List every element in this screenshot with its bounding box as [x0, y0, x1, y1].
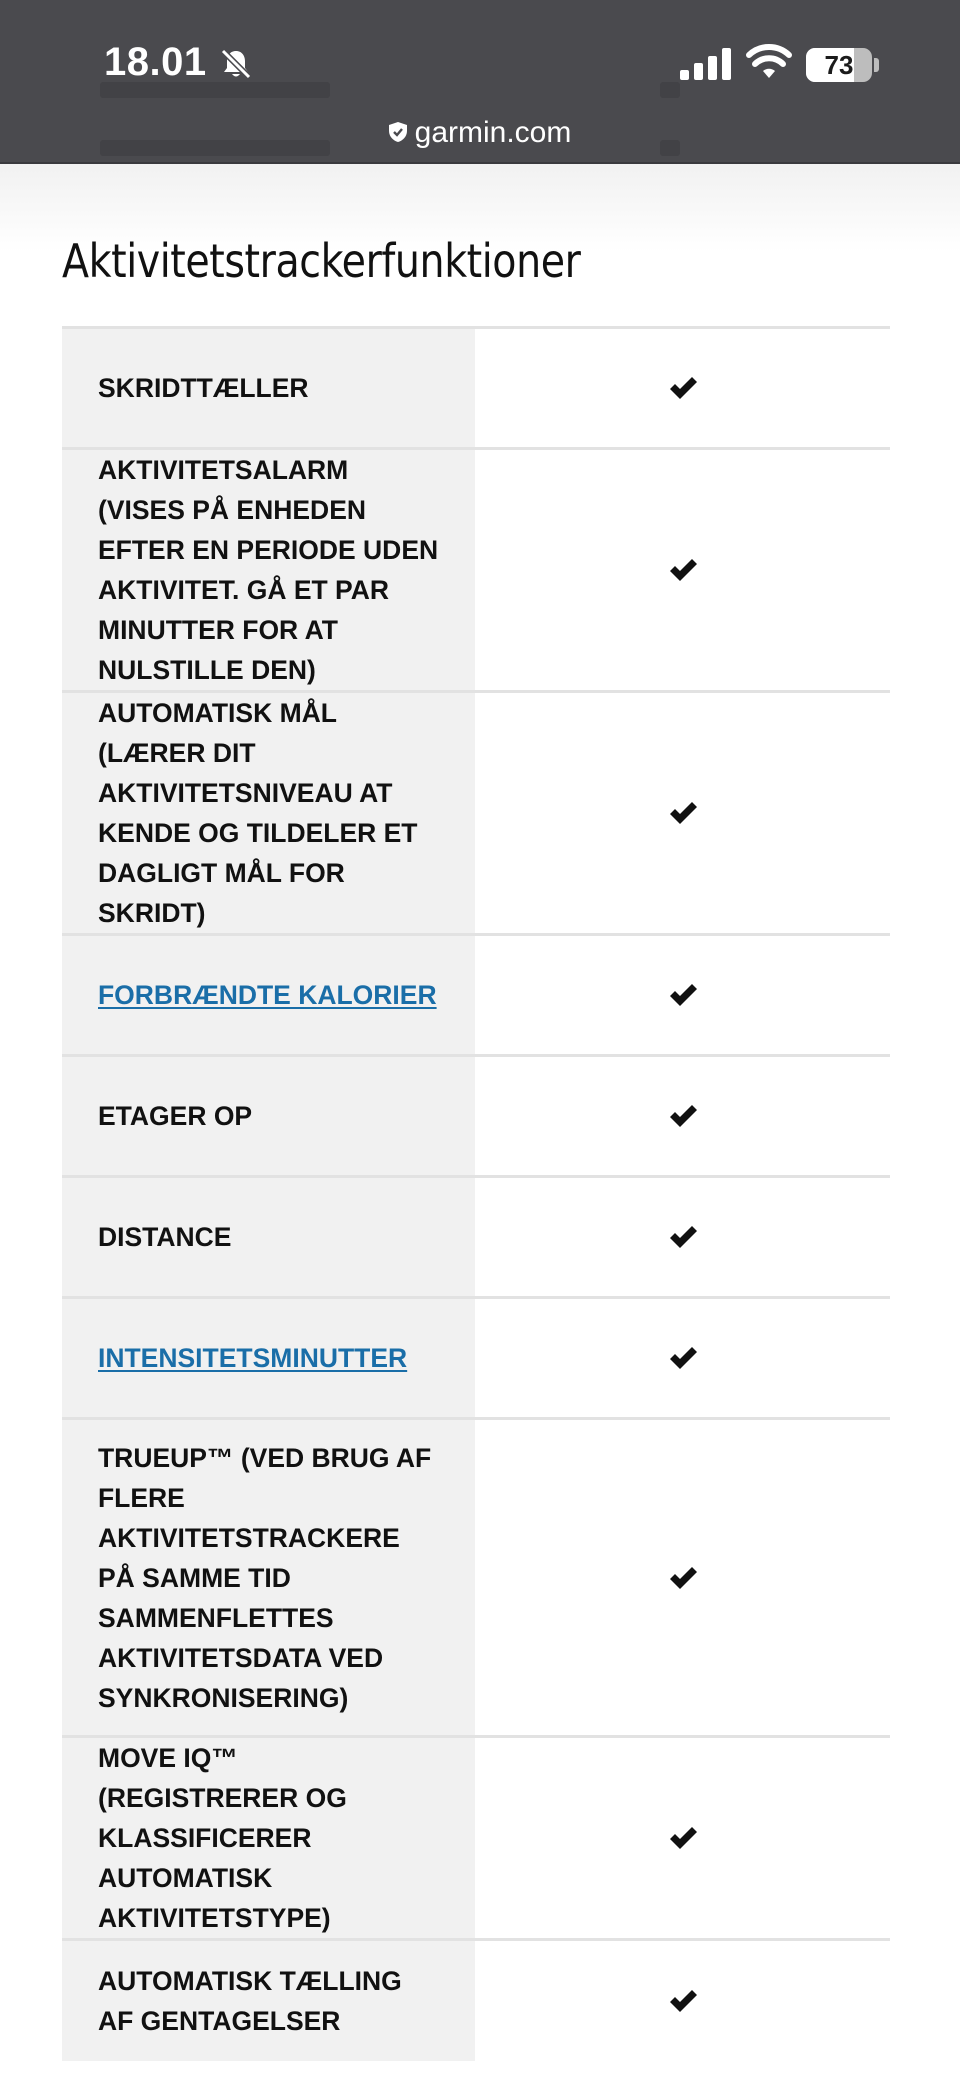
battery-level: 73	[824, 50, 854, 80]
feature-label-cell	[62, 692, 475, 935]
table-row	[62, 1940, 890, 2061]
feature-support-cell	[475, 1177, 890, 1298]
scrolled-content-ghost	[100, 82, 720, 112]
table-row	[62, 1419, 890, 1737]
checkmark-icon	[668, 1988, 698, 2014]
feature-support-cell	[475, 935, 890, 1056]
feature-label: ETAGER OP	[98, 1101, 253, 1131]
feature-label: TRUEUP™ (VED BRUG AF FLERE AKTIVITETSTRACKERE PÅ SAMME TID SAMMENFLETTES AKTIVITETSDATA VED SYNKRONISERING)	[98, 1442, 432, 1713]
checkmark-icon	[668, 375, 698, 401]
checkmark-icon	[668, 800, 698, 826]
feature-support-cell	[475, 449, 890, 692]
feature-label: AUTOMATISK MÅL (LÆRER DIT AKTIVITETSNIVEAU AT KENDE OG TILDELER ET DAGLIGT MÅL FOR SKRIDT)	[98, 698, 418, 928]
feature-support-cell	[475, 1419, 890, 1737]
feature-label: SKRIDTTÆLLER	[98, 373, 309, 403]
cellular-signal-icon	[680, 48, 732, 80]
table-row	[62, 935, 890, 1056]
table-row	[62, 1298, 890, 1419]
feature-label-cell	[62, 1940, 475, 2061]
feature-support-cell	[475, 692, 890, 935]
section-title: Aktivitetstrackerfunktioner	[62, 234, 581, 288]
feature-label-cell	[62, 449, 475, 692]
feature-support-cell	[475, 328, 890, 449]
feature-label: MOVE IQ™ (REGISTRERER OG KLASSIFICERER AUTOMATISK AKTIVITETSTYPE)	[98, 1743, 347, 1933]
checkmark-icon	[668, 1565, 698, 1591]
feature-label-cell	[62, 1298, 475, 1419]
feature-support-cell	[475, 1737, 890, 1940]
checkmark-icon	[668, 1825, 698, 1851]
bell-slash-icon	[218, 46, 254, 82]
checkmark-icon	[668, 557, 698, 583]
table-row	[62, 1177, 890, 1298]
feature-link[interactable]: FORBRÆNDTE KALORIER	[98, 980, 437, 1010]
battery-tip	[874, 58, 879, 72]
checkmark-icon	[668, 1103, 698, 1129]
battery-indicator	[806, 48, 872, 82]
table-row	[62, 328, 890, 449]
checkmark-icon	[668, 982, 698, 1008]
table-row	[62, 1737, 890, 1940]
table-row	[62, 449, 890, 692]
url-text: garmin.com	[414, 116, 572, 149]
feature-label-cell	[62, 935, 475, 1056]
table-row	[62, 1056, 890, 1177]
feature-label-cell	[62, 1056, 475, 1177]
feature-table-body	[62, 328, 890, 2061]
feature-label: AUTOMATISK TÆLLING AF GENTAGELSER	[98, 1965, 402, 2036]
feature-table	[62, 326, 890, 2061]
shield-lock-icon	[389, 122, 407, 142]
feature-label: DISTANCE	[98, 1222, 232, 1252]
feature-label-cell	[62, 1177, 475, 1298]
feature-support-cell	[475, 1056, 890, 1177]
feature-label: AKTIVITETSALARM (VISES PÅ ENHEDEN EFTER EN PERIODE UDEN AKTIVITET. GÅ ET PAR MINUTTER FOR AT NULSTILLE DEN)	[98, 455, 439, 685]
feature-label-cell	[62, 1419, 475, 1737]
checkmark-icon	[668, 1224, 698, 1250]
address-bar[interactable]	[0, 116, 960, 150]
checkmark-icon	[668, 1345, 698, 1371]
status-time: 18.01	[104, 40, 207, 84]
feature-label-cell	[62, 328, 475, 449]
feature-label-cell	[62, 1737, 475, 1940]
feature-support-cell	[475, 1940, 890, 2061]
feature-link[interactable]: INTENSITETSMINUTTER	[98, 1343, 408, 1373]
wifi-icon	[746, 44, 792, 80]
browser-top-bar	[0, 0, 960, 164]
table-row	[62, 692, 890, 935]
feature-support-cell	[475, 1298, 890, 1419]
